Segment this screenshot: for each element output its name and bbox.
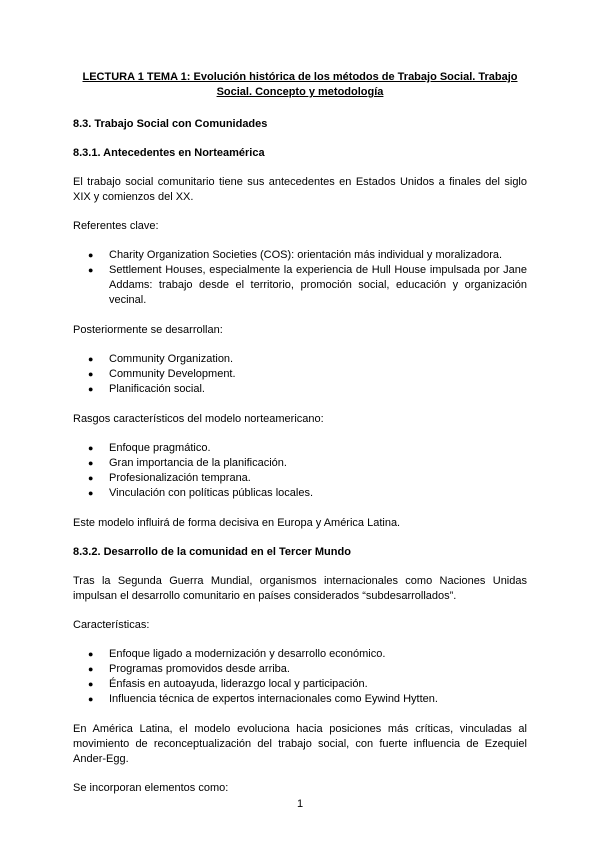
list-item: ● Énfasis en autoayuda, liderazgo local y participación. [88, 678, 368, 690]
bullet-icon: ● [88, 694, 94, 704]
bullet-icon: ● [88, 250, 94, 260]
list-item: ● Charity Organization Societies (COS): orientación más individual y moralizadora. [88, 249, 503, 261]
list-item: ● Enfoque pragmático. [88, 442, 211, 454]
paragraph-conclusion-1: Este modelo influirá de forma decisiva en Europa y América Latina. [73, 517, 401, 529]
list-referentes [73, 248, 527, 308]
list-item: ● Programas promovidos desde arriba. [88, 663, 290, 675]
label-caracteristicas: Características: [73, 619, 150, 631]
page-number: 1 [296, 798, 304, 810]
list-item: ● Influencia técnica de expertos internacionales como Eywind Hytten. [88, 693, 438, 705]
list-rasgos [73, 441, 527, 501]
bullet-icon: ● [88, 369, 94, 379]
subsection-heading-1: 8.3.1. Antecedentes en Norteamérica [73, 147, 265, 159]
bullet-icon: ● [88, 473, 94, 483]
paragraph-incorporan: Se incorporan elementos como: [73, 782, 229, 794]
list-item: ● Settlement Houses, especialmente la experiencia de Hull House impulsada por Jane Addams: trabajo desde el territorio, promoción social, educación y organización vecinal. [88, 264, 527, 306]
subsection-heading-2: 8.3.2. Desarrollo de la comunidad en el Tercer Mundo [73, 546, 351, 558]
list-item: ● Gran importancia de la planificación. [88, 457, 287, 469]
bullet-icon: ● [88, 664, 94, 674]
list-item: ● Community Development. [88, 368, 236, 380]
paragraph-intro-1: El trabajo social comunitario tiene sus antecedentes en Estados Unidos a finales del siglo XIX y comienzos del XX. [73, 176, 527, 203]
list-item: ● Enfoque ligado a modernización y desarrollo económico. [88, 648, 386, 660]
section-heading: 8.3. Trabajo Social con Comunidades [73, 118, 268, 130]
bullet-icon: ● [88, 488, 94, 498]
bullet-icon: ● [88, 649, 94, 659]
document-title: LECTURA 1 TEMA 1: Evolución histórica de los métodos de Trabajo Social. Trabajo Social. Concepto y metodología [82, 71, 518, 98]
bullet-icon: ● [88, 384, 94, 394]
bullet-icon: ● [88, 443, 94, 453]
list-item: ● Planificación social. [88, 383, 205, 395]
label-posteriormente: Posteriormente se desarrollan: [73, 324, 223, 336]
list-item: ● Community Organization. [88, 353, 234, 365]
label-rasgos: Rasgos característicos del modelo norteamericano: [73, 413, 324, 425]
bullet-icon: ● [88, 458, 94, 468]
list-item: ● Vinculación con políticas públicas locales. [88, 487, 314, 499]
list-caracteristicas [73, 647, 527, 707]
bullet-icon: ● [88, 354, 94, 364]
bullet-icon: ● [88, 679, 94, 689]
bullet-icon: ● [88, 265, 94, 275]
list-posteriormente [73, 352, 527, 397]
paragraph-america-latina: En América Latina, el modelo evoluciona hacia posiciones más críticas, vinculadas al movimiento de reconceptualización del trabajo social, con fuerte influencia de Ezequiel Ander-Egg. [73, 723, 527, 765]
label-referentes: Referentes clave: [73, 220, 159, 232]
list-item: ● Profesionalización temprana. [88, 472, 251, 484]
paragraph-intro-2: Tras la Segunda Guerra Mundial, organismos internacionales como Naciones Unidas impulsan el desarrollo comunitario en países considerados “subdesarrollados”. [73, 575, 527, 602]
